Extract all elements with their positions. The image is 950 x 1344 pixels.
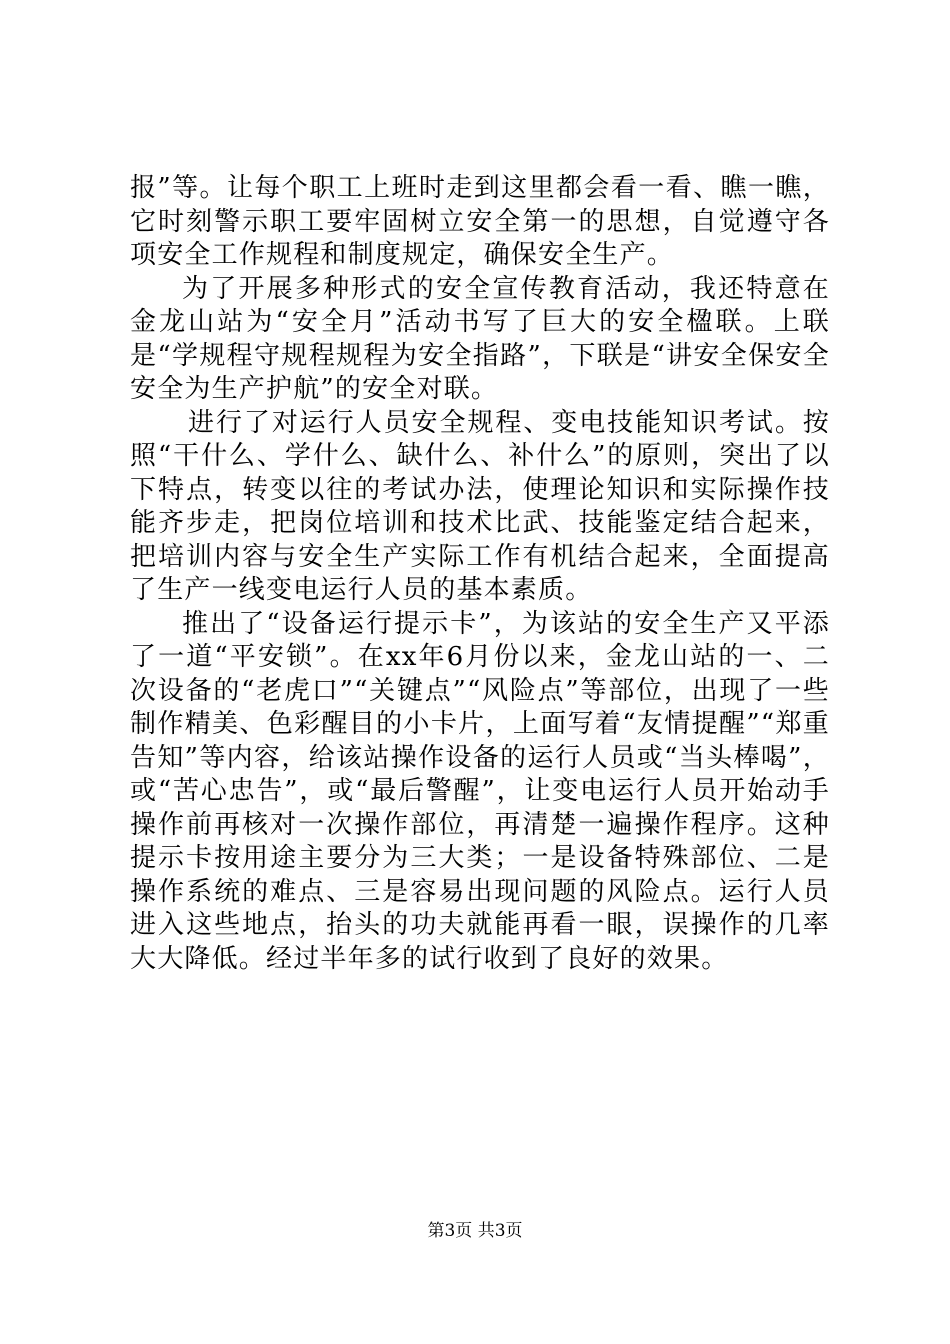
paragraph-safety-couplet: 为了开展多种形式的安全宣传教育活动，我还特意在金龙山站为“安全月”活动书写了巨大的安全楹联。上联是“学规程守规程规程为安全指路”，下联是“讲安全保安全安全为生产护航”的安全对联。 <box>130 273 830 404</box>
paragraph-continuation: 报”等。让每个职工上班时走到这里都会看一看、瞧一瞧，它时刻警示职工要牢固树立安全第一的思想，自觉遵守各项安全工作规程和制度规定，确保安全生产。 <box>130 173 830 270</box>
paragraph-reminder-cards: 推出了“设备运行提示卡”，为该站的安全生产又平添了一道“平安锁”。在xx年6月份以来，金龙山站的一、二次设备的“老虎口”“关键点”“风险点”等部位，出现了一些制作精美、色彩醒目的小卡片，上面写着“友情提醒”“郑重告知”等内容，给该站操作设备的运行人员或“当头棒喝”，或“苦心忠告”，或“最后警醒”，让变电运行人员开始动手操作前再核对一次操作部位，再清楚一遍操作程序。这种提示卡按用途主要分为三大类；一是设备特殊部位、二是操作系统的难点、三是容易出现问题的风险点。运行人员进入这些地点，抬头的功夫就能再看一眼，误操作的几率大大降低。经过半年多的试行收到了良好的效果。 <box>130 608 830 974</box>
paragraph-skills-exam: 进行了对运行人员安全规程、变电技能知识考试。按照“干什么、学什么、缺什么、补什么”的原则，突出了以下特点，转变以往的考试办法，使理论知识和实际操作技能齐步走，把岗位培训和技术比武、技能鉴定结合起来，把培训内容与安全生产实际工作有机结合起来，全面提高了生产一线变电运行人员的基本素质。 <box>130 407 830 605</box>
page-number-footer: 第3页 共3页 <box>427 1221 523 1241</box>
document-body <box>130 172 830 976</box>
